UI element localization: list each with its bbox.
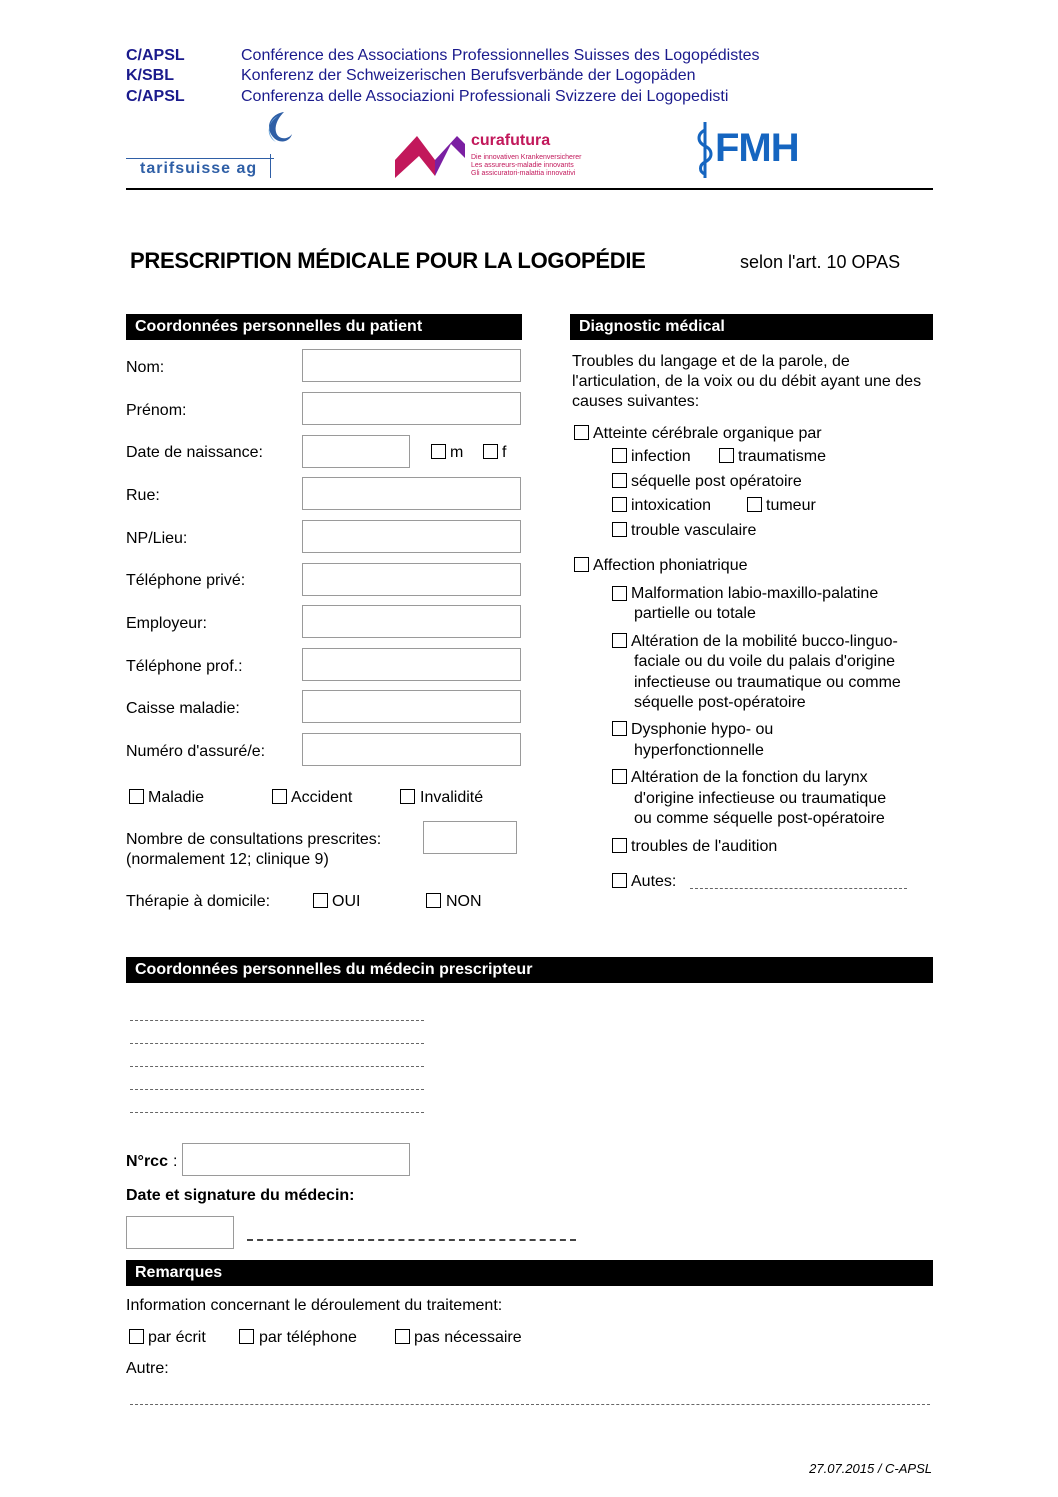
nom-label: Nom: [126, 359, 165, 376]
autre-input-line[interactable] [130, 1404, 930, 1405]
org-abbr: C/APSL [126, 88, 185, 105]
page-subtitle: selon l'art. 10 OPAS [740, 252, 901, 272]
tarifsuisse-wordmark: tarifsuisse ag [140, 160, 258, 177]
infection-label: infection [631, 448, 691, 465]
consultations-label: Nombre de consultations prescrites: [126, 831, 382, 848]
curafutura-tagline: Die innovativen Krankenversicherer [471, 154, 582, 161]
caisse-maladie-label: Caisse maladie: [126, 700, 240, 717]
audition-label: troubles de l'audition [631, 838, 778, 855]
np-lieu-label: NP/Lieu: [126, 530, 188, 547]
par-telephone-checkbox[interactable] [239, 1329, 254, 1344]
page-title: PRESCRIPTION MÉDICALE POUR LA LOGOPÉDIE [130, 248, 646, 273]
tarifsuisse-rule [126, 158, 274, 159]
telephone-prof-field[interactable] [302, 648, 521, 681]
header-divider [126, 188, 933, 190]
therapie-domicile-label: Thérapie à domicile: [126, 893, 271, 910]
org-name: Conférence des Associations Professionnelles Suisses des Logopédistes [241, 47, 760, 64]
rcc-field[interactable] [182, 1143, 410, 1176]
traumatisme-checkbox[interactable] [719, 448, 734, 463]
medecin-address-line[interactable] [130, 1089, 424, 1090]
larynx-label: d'origine infectieuse ou traumatique [634, 790, 887, 807]
sex-m-checkbox[interactable] [431, 444, 446, 459]
signature-label: Date et signature du médecin: [126, 1187, 355, 1204]
nom-field[interactable] [302, 349, 521, 382]
information-label: Information concernant le déroulement du traitement: [126, 1297, 503, 1314]
fmh-logo [695, 120, 820, 180]
caisse-maladie-field[interactable] [302, 690, 521, 723]
date-naissance-field[interactable] [302, 435, 410, 468]
prenom-label: Prénom: [126, 402, 187, 419]
autres-label: Autes: [631, 873, 677, 890]
atteinte-cerebrale-checkbox[interactable] [574, 425, 589, 440]
invalidite-label: Invalidité [420, 789, 484, 806]
larynx-label: ou comme séquelle post-opératoire [634, 810, 885, 827]
org-abbr: K/SBL [126, 67, 174, 84]
par-ecrit-label: par écrit [148, 1329, 206, 1346]
pas-necessaire-checkbox[interactable] [395, 1329, 410, 1344]
mobilite-checkbox[interactable] [612, 633, 627, 648]
telephone-prive-label: Téléphone privé: [126, 572, 246, 589]
medecin-address-line[interactable] [130, 1112, 424, 1113]
aesculapius-staff-icon [695, 120, 715, 180]
mobilite-label: infectieuse ou traumatique ou comme [634, 674, 901, 691]
medecin-address-line[interactable] [130, 1066, 424, 1067]
date-naissance-label: Date de naissance: [126, 444, 263, 461]
domicile-oui-checkbox[interactable] [313, 893, 328, 908]
traumatisme-label: traumatisme [738, 448, 827, 465]
sex-m-label: m [450, 444, 464, 461]
medecin-address-line[interactable] [130, 1043, 424, 1044]
remarques-section-heading: Remarques [126, 1260, 933, 1286]
dysphonie-label: hyperfonctionnelle [634, 742, 764, 759]
malformation-label: Malformation labio-maxillo-palatine [631, 585, 879, 602]
sequelle-checkbox[interactable] [612, 473, 627, 488]
malformation-checkbox[interactable] [612, 586, 627, 601]
patient-section-heading: Coordonnées personnelles du patient [126, 314, 522, 340]
par-telephone-label: par téléphone [259, 1329, 357, 1346]
autre-label: Autre: [126, 1360, 169, 1377]
consultations-note: (normalement 12; clinique 9) [126, 851, 329, 868]
accident-checkbox[interactable] [272, 789, 287, 804]
telephone-prof-label: Téléphone prof.: [126, 658, 243, 675]
affection-phoniatrique-checkbox[interactable] [574, 557, 589, 572]
numero-assure-field[interactable] [302, 733, 521, 766]
rue-label: Rue: [126, 487, 160, 504]
tarifsuisse-swirl-icon [254, 108, 296, 154]
invalidite-checkbox[interactable] [400, 789, 415, 804]
domicile-oui-label: OUI [332, 893, 361, 910]
autres-checkbox[interactable] [612, 873, 627, 888]
rcc-label: N°rcc [126, 1153, 168, 1170]
fmh-wordmark: FMH [715, 126, 799, 170]
dysphonie-checkbox[interactable] [612, 721, 627, 736]
medecin-address-line[interactable] [130, 1020, 424, 1021]
diagnostic-section-heading: Diagnostic médical [570, 314, 933, 340]
np-lieu-field[interactable] [302, 520, 521, 553]
tarifsuisse-logo [126, 108, 276, 180]
sex-f-label: f [502, 444, 507, 461]
employeur-field[interactable] [302, 605, 521, 638]
dysphonie-label: Dysphonie hypo- ou [631, 721, 774, 738]
mobilite-label: Altération de la mobilité bucco-linguo- [631, 633, 898, 650]
curafutura-logo [395, 130, 605, 180]
curafutura-tagline: Gli assicuratori-malattia innovativi [471, 170, 576, 177]
org-name: Konferenz der Schweizerischen Berufsverbände der Logopäden [241, 67, 696, 84]
rcc-colon: : [173, 1153, 178, 1170]
intoxication-checkbox[interactable] [612, 497, 627, 512]
medecin-section-heading: Coordonnées personnelles du médecin prescripteur [126, 957, 933, 983]
curafutura-wordmark: curafutura [471, 132, 551, 149]
accident-label: Accident [291, 789, 353, 806]
footer-date: 27.07.2015 / C-APSL [809, 1461, 932, 1476]
atteinte-cerebrale-label: Atteinte cérébrale organique par [593, 425, 822, 442]
org-abbr: C/APSL [126, 47, 185, 64]
tumeur-label: tumeur [766, 497, 816, 514]
par-ecrit-checkbox[interactable] [129, 1329, 144, 1344]
affection-phoniatrique-label: Affection phoniatrique [593, 557, 748, 574]
audition-checkbox[interactable] [612, 838, 627, 853]
larynx-checkbox[interactable] [612, 769, 627, 784]
tumeur-checkbox[interactable] [747, 497, 762, 512]
mobilite-label: séquelle post-opératoire [634, 694, 806, 711]
domicile-non-checkbox[interactable] [426, 893, 441, 908]
signature-line[interactable] [247, 1239, 576, 1241]
diagnostic-intro: Troubles du langage et de la parole, de l'articulation, de la voix ou du débit ayant une des causes suivantes: [572, 353, 922, 410]
telephone-prive-field[interactable] [302, 563, 521, 596]
maladie-checkbox[interactable] [129, 789, 144, 804]
org-name: Conferenza delle Associazioni Professionali Svizzere dei Logopedisti [241, 88, 729, 105]
curafutura-tagline: Les assureurs-maladie innovants [471, 162, 574, 169]
signature-date-field[interactable] [126, 1216, 234, 1249]
tarifsuisse-rule [270, 154, 271, 178]
mobilite-label: faciale ou du voile du palais d'origine [634, 653, 896, 670]
maladie-label: Maladie [148, 789, 205, 806]
sequelle-label: séquelle post opératoire [631, 473, 802, 490]
intoxication-label: intoxication [631, 497, 712, 514]
sex-f-checkbox[interactable] [483, 444, 498, 459]
trouble-vasculaire-label: trouble vasculaire [631, 522, 757, 539]
prenom-field[interactable] [302, 392, 521, 425]
malformation-label: partielle ou totale [634, 605, 756, 622]
autres-input-line[interactable] [690, 888, 907, 889]
rue-field[interactable] [302, 477, 521, 510]
trouble-vasculaire-checkbox[interactable] [612, 522, 627, 537]
employeur-label: Employeur: [126, 615, 207, 632]
larynx-label: Altération de la fonction du larynx [631, 769, 868, 786]
numero-assure-label: Numéro d'assuré/e: [126, 743, 266, 760]
consultations-field[interactable] [423, 821, 517, 854]
infection-checkbox[interactable] [612, 448, 627, 463]
pas-necessaire-label: pas nécessaire [414, 1329, 522, 1346]
curafutura-mark-icon [395, 130, 465, 178]
domicile-non-label: NON [446, 893, 482, 910]
